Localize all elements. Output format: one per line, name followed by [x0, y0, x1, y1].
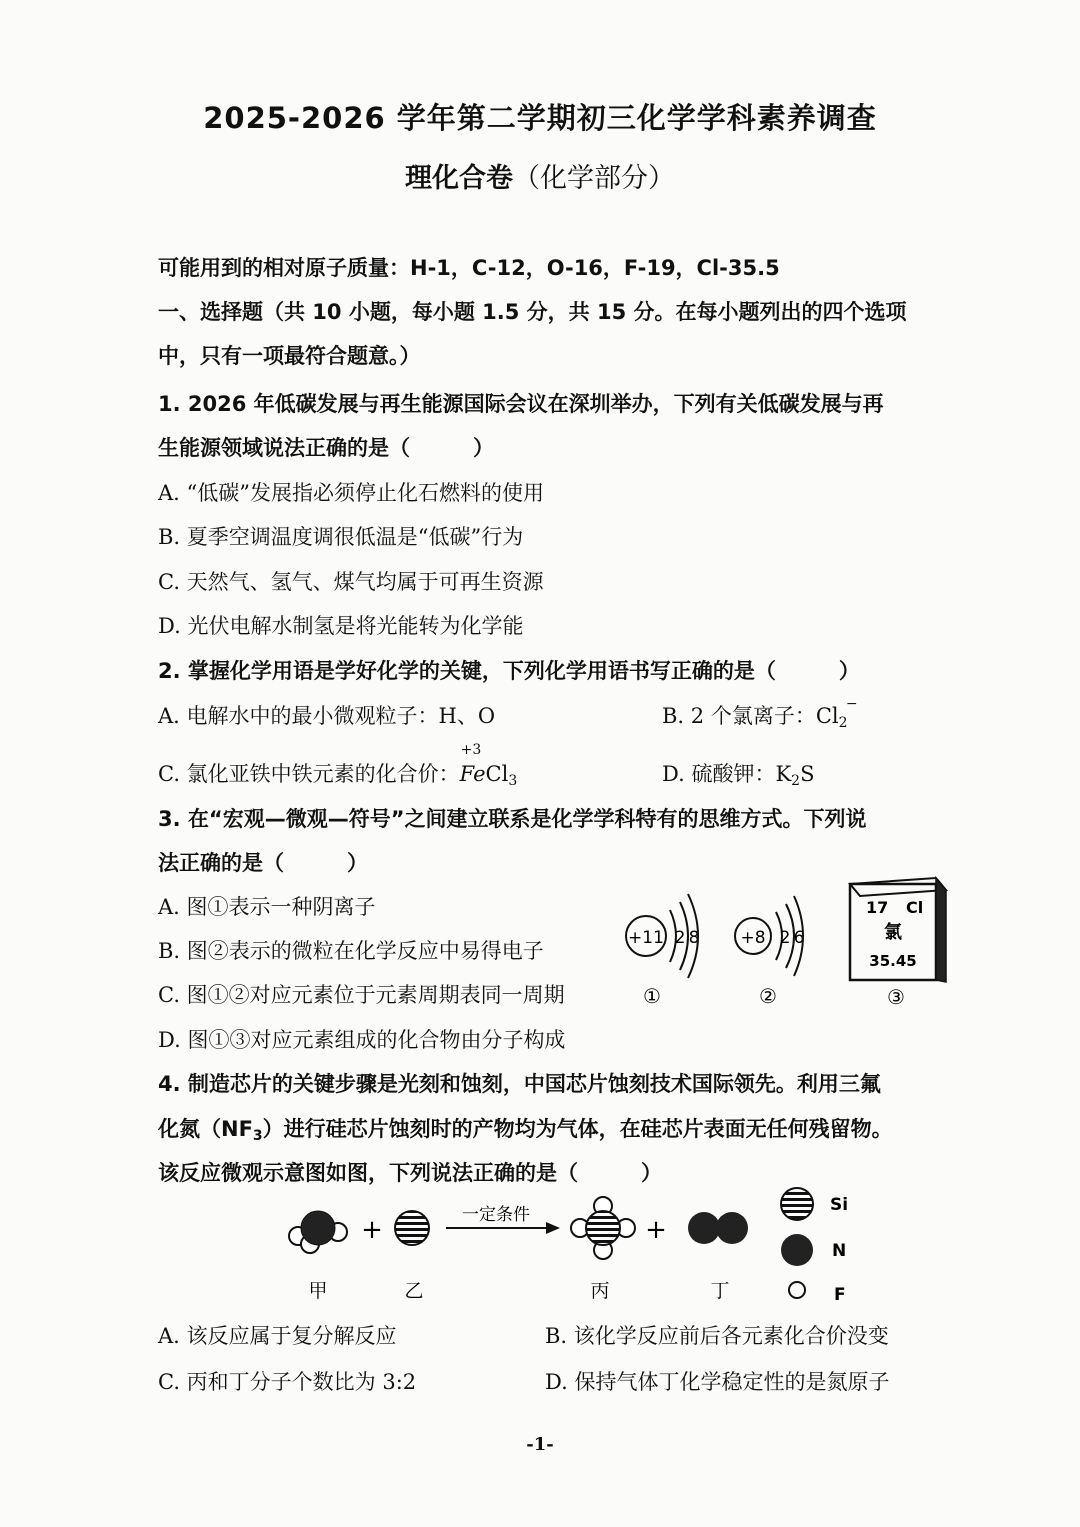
- q3-option-d: D. 图①③对应元素组成的化合物由分子构成: [158, 1028, 566, 1052]
- q4-option-a: A. 该反应属于复分解反应: [158, 1324, 397, 1348]
- q2-option-d-prefix: D. 硫酸钾：: [662, 762, 776, 786]
- element-name: 氯: [884, 922, 902, 943]
- silicon-atom-icon: [586, 1211, 620, 1245]
- q2-option-d: [662, 758, 814, 789]
- section1-line2: 中，只有一项最符合题意。）: [158, 344, 421, 368]
- valence-mark: +3: [460, 742, 482, 758]
- cell-top-face: [850, 878, 946, 896]
- shell-count-2: 6: [793, 928, 805, 948]
- q4-stem-line1: 4. 制造芯片的关键步骤是光刻和蚀刻，中国芯片蚀刻技术国际领先。利用三氟: [158, 1072, 881, 1096]
- q3-option-c: C. 图①②对应元素位于元素周期表同一周期: [158, 983, 565, 1007]
- legend-nitrogen-icon: [781, 1234, 813, 1266]
- nitrogen-atom-icon: [301, 1211, 335, 1245]
- reaction-diagram: [270, 1180, 870, 1310]
- q4-stem2-part-b: ）进行硅芯片蚀刻时的产物均为气体，在硅芯片表面无任何残留物。: [262, 1117, 893, 1141]
- page-number: -1-: [526, 1434, 554, 1455]
- legend-nitrogen-label: N: [832, 1241, 847, 1261]
- atomic-mass: 35.45: [869, 952, 917, 970]
- q4-option-d: D. 保持气体丁化学稳定性的是氮原子: [545, 1370, 890, 1394]
- q4-stem-line3: 该反应微观示意图如图，下列说法正确的是（ ）: [158, 1161, 662, 1185]
- molecule-ding: [688, 1212, 748, 1244]
- silicon-atom-icon: [395, 1211, 429, 1245]
- nucleus-charge: +8: [740, 928, 766, 948]
- q2-option-b-formula: [815, 696, 858, 731]
- subtitle-bold: 理化合卷: [405, 163, 513, 194]
- q1-option-b: B. 夏季空调温度调很低温是“低碳”行为: [158, 525, 524, 549]
- q2-stem: 2. 掌握化学用语是学好化学的关键，下列化学用语书写正确的是（ ）: [158, 659, 860, 683]
- reaction-condition: 一定条件: [462, 1205, 530, 1225]
- legend-fluorine-icon: [789, 1282, 805, 1298]
- q4-option-b: B. 该化学反应前后各元素化合价没变: [545, 1324, 889, 1348]
- section1-line1: 一、选择题（共 10 小题，每小题 1.5 分，共 15 分。在每小题列出的四个选项: [158, 300, 907, 324]
- nitrogen-atom-icon: [688, 1212, 720, 1244]
- q2-option-c-prefix: C. 氯化亚铁中铁元素的化合价：: [158, 762, 460, 786]
- element-symbol: Cl: [906, 898, 924, 917]
- potassium-subscript: 2: [791, 773, 801, 789]
- q2-option-c-formula: [459, 742, 486, 786]
- sodium-structure-diagram: [626, 894, 699, 1008]
- chlorine-symbol: Cl: [485, 762, 509, 786]
- periodic-cell-diagram: [850, 878, 946, 1009]
- legend-silicon-icon: [781, 1188, 813, 1220]
- q2-option-a: A. 电解水中的最小微观粒子：H、O: [158, 704, 496, 728]
- plus-sign: +: [645, 1215, 667, 1245]
- figure-label-1: ①: [643, 984, 661, 1008]
- plus-sign: +: [361, 1215, 383, 1245]
- exam-subtitle: [0, 156, 1080, 195]
- shell-count-1: 2: [779, 928, 791, 948]
- q3-option-a: A. 图①表示一种阴离子: [158, 895, 376, 919]
- nitrogen-atom-icon: [716, 1212, 748, 1244]
- label-yi: 乙: [404, 1280, 424, 1302]
- figure-label-3: ③: [887, 985, 905, 1009]
- iron-symbol: Fe: [459, 762, 486, 786]
- q1-stem-line1: 1. 2026 年低碳发展与再生能源国际会议在深圳举办，下列有关低碳发展与再: [158, 392, 884, 416]
- chlorine-symbol: Cl: [815, 704, 839, 728]
- potassium-symbol: K: [775, 762, 792, 786]
- figure-label-2: ②: [759, 984, 777, 1008]
- exam-title: 2025-2026 学年第二学期初三化学学科素养调查: [203, 101, 877, 135]
- q1-stem-line2: 生能源领域说法正确的是（ ）: [158, 436, 494, 460]
- nucleus-charge: +11: [628, 928, 664, 948]
- q4-stem-line2: [158, 1113, 893, 1144]
- cell-side-face: [936, 878, 946, 982]
- q3-option-b: B. 图②表示的微粒在化学反应中易得电子: [158, 939, 544, 963]
- shell-count-1: 2: [674, 928, 686, 948]
- legend-silicon-label: Si: [830, 1195, 849, 1215]
- ion-charge: −: [845, 696, 858, 712]
- q3-figures: [610, 870, 960, 1020]
- chlorine-subscript: 3: [508, 773, 518, 789]
- subtitle-rest: （化学部分）: [513, 163, 675, 194]
- q1-option-a: A. “低碳”发展指必须停止化石燃料的使用: [158, 481, 544, 505]
- oxygen-structure-diagram: [735, 896, 804, 1008]
- q2-option-b: [662, 696, 858, 731]
- chlorine-subscript: 2: [838, 715, 848, 731]
- molecule-jia: [289, 1211, 347, 1253]
- q4-stem2-part-a: 化氮（NF: [158, 1117, 253, 1141]
- q3-stem-line1: 3. 在“宏观—微观—符号”之间建立联系是化学学科特有的思维方式。下列说: [158, 807, 867, 831]
- arrow-head-icon: [546, 1222, 560, 1234]
- shell-count-2: 8: [688, 928, 700, 948]
- q4-option-c: C. 丙和丁分子个数比为 3:2: [158, 1370, 417, 1394]
- q1-option-c: C. 天然气、氢气、煤气均属于可再生资源: [158, 570, 544, 594]
- legend-fluorine-label: F: [834, 1285, 846, 1305]
- q4-stem2-subscript: 3: [252, 1128, 263, 1144]
- molecule-bing: [571, 1197, 635, 1259]
- label-jia: 甲: [308, 1280, 328, 1302]
- atomic-number: 17: [866, 898, 889, 917]
- q1-option-d: D. 光伏电解水制氢是将光能转为化学能: [158, 614, 524, 638]
- atomic-masses: 可能用到的相对原子质量：H-1，C-12，O-16，F-19，Cl-35.5: [158, 256, 780, 280]
- sulfur-symbol: S: [800, 762, 815, 786]
- q3-stem-line2: 法正确的是（ ）: [158, 851, 368, 875]
- label-bing: 丙: [590, 1280, 610, 1302]
- label-ding: 丁: [710, 1280, 730, 1302]
- q2-option-c: [158, 742, 518, 789]
- q2-option-b-prefix: B. 2 个氯离子：: [662, 704, 816, 728]
